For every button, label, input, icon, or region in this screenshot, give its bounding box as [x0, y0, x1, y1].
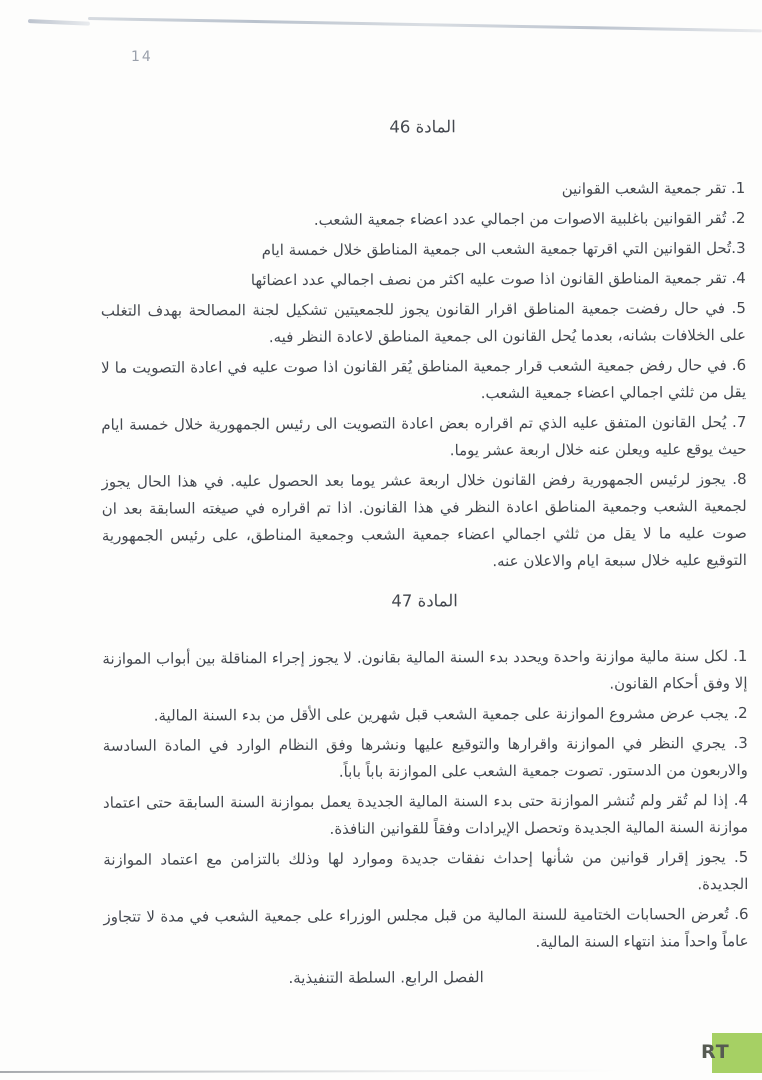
page-number: 14	[131, 49, 153, 65]
scan-artifact-bottom	[0, 1070, 620, 1073]
article-47-heading: المادة 47	[391, 591, 458, 611]
article-47-paragraph-1: 1. لكل سنة مالية موازنة واحدة ويحدد بدء السنة المالية بقانون. لا يجوز إجراء المناقلة بين أبواب الموازنة إلا وفق أحكام القانون.	[102, 646, 748, 693]
article-46-paragraph-4: 4. تقر جمعية المناطق القانون اذا صوت عليه اكثر من نصف اجمالي عدد اعضائها	[250, 268, 746, 290]
article-47-paragraph-6: 6. تُعرض الحسابات الختامية للسنة المالية من قبل مجلس الوزراء على جمعية الشعب في مدة لا تتجاوز عاماً واحداً منذ انتهاء السنة المالية.	[103, 904, 749, 951]
article-46-paragraph-5: 5. في حال رفضت جمعية المناطق اقرار القانون يجوز للجمعيتين تشكيل لجنة المصالحة بهدف التغلب على الخلافات بشانه، بعدما يُحل القانون الى جمعية المناطق لاعادة النظر فيه.	[100, 298, 747, 347]
chapter-four-title: الفصل الرابع. السلطة التنفيذية.	[288, 968, 484, 988]
article-46-paragraph-6: 6. في حال رفض جمعية الشعب قرار جمعية المناطق يُقر القانون اذا صوت عليه في اعادة التصويت ما لا يقل من ثلثي اجمالي اعضاء جمعية الشعب.	[101, 355, 747, 403]
article-46-paragraph-2: 2. تُقر القوانين باغلبية الاصوات من اجمالي عدد اعضاء جمعية الشعب.	[313, 208, 746, 229]
document-body	[100, 112, 749, 993]
article-46-paragraph-1: 1. تقر جمعية الشعب القوانين	[561, 178, 746, 198]
article-46-paragraph-3: 3.تُحل القوانين التي اقرتها جمعية الشعب الى جمعية المناطق خلال خمسة ايام	[261, 238, 746, 260]
article-46-heading: المادة 46	[389, 117, 456, 137]
article-47-paragraph-2: 2. يجب عرض مشروع الموازنة على جمعية الشعب قبل شهرين على الأقل من بدء السنة المالية.	[153, 703, 748, 725]
article-46-paragraph-8: 8. يجوز لرئيس الجمهورية رفض القانون خلال اربعة عشر يوما بعد الحصول عليه. في هذا الحال يجوز لجمعية الشعب وجمعية المناطق اعادة النظر في هذا القانون. اذا تم اقراره في صيغته السابقة بعد ان صوت عليه ما لا يقل من ثلثي اجمالي اعضاء جمعية الشعب وجمعية المناطق، على رئيس الجمهورية التوقيع عليه خلال سبعة ايام والاعلان عنه.	[101, 469, 747, 571]
article-46-paragraph-7: 7. يُحل القانون المتفق عليه الذي تم اقراره بعض اعادة التصويت الى رئيس الجمهورية خلال خمسة ايام حيث يوقع عليه ويعلن عنه خلال اربعة عشر يوما.	[101, 412, 747, 460]
article-47-paragraph-3: 3. يجري النظر في الموازنة واقرارها والتوقيع عليها ونشرها وفق النظام الوارد في المادة السادسة والاربعون من الدستور. تصوت جمعية الشعب على الموازنة باباً باباً.	[102, 733, 748, 781]
article-47-paragraph-5: 5. يجوز إقرار قوانين من شأنها إحداث نفقات جديدة وموارد لها وذلك بالتزامن مع اعتماد الموازنة الجديدة.	[103, 847, 749, 894]
scan-artifact-top	[88, 17, 762, 32]
scan-artifact-top-left	[28, 19, 90, 26]
rt-logo: RT	[701, 1041, 730, 1063]
article-47-paragraph-4: 4. إذا لم تُقر ولم تُنشر الموازنة حتى بدء السنة المالية الجديدة يعمل بموازنة السنة السابقة حتى اعتماد موازنة السنة المالية الجديدة وتحصل الإيرادات وفقاً للقوانين النافذة.	[102, 790, 749, 838]
